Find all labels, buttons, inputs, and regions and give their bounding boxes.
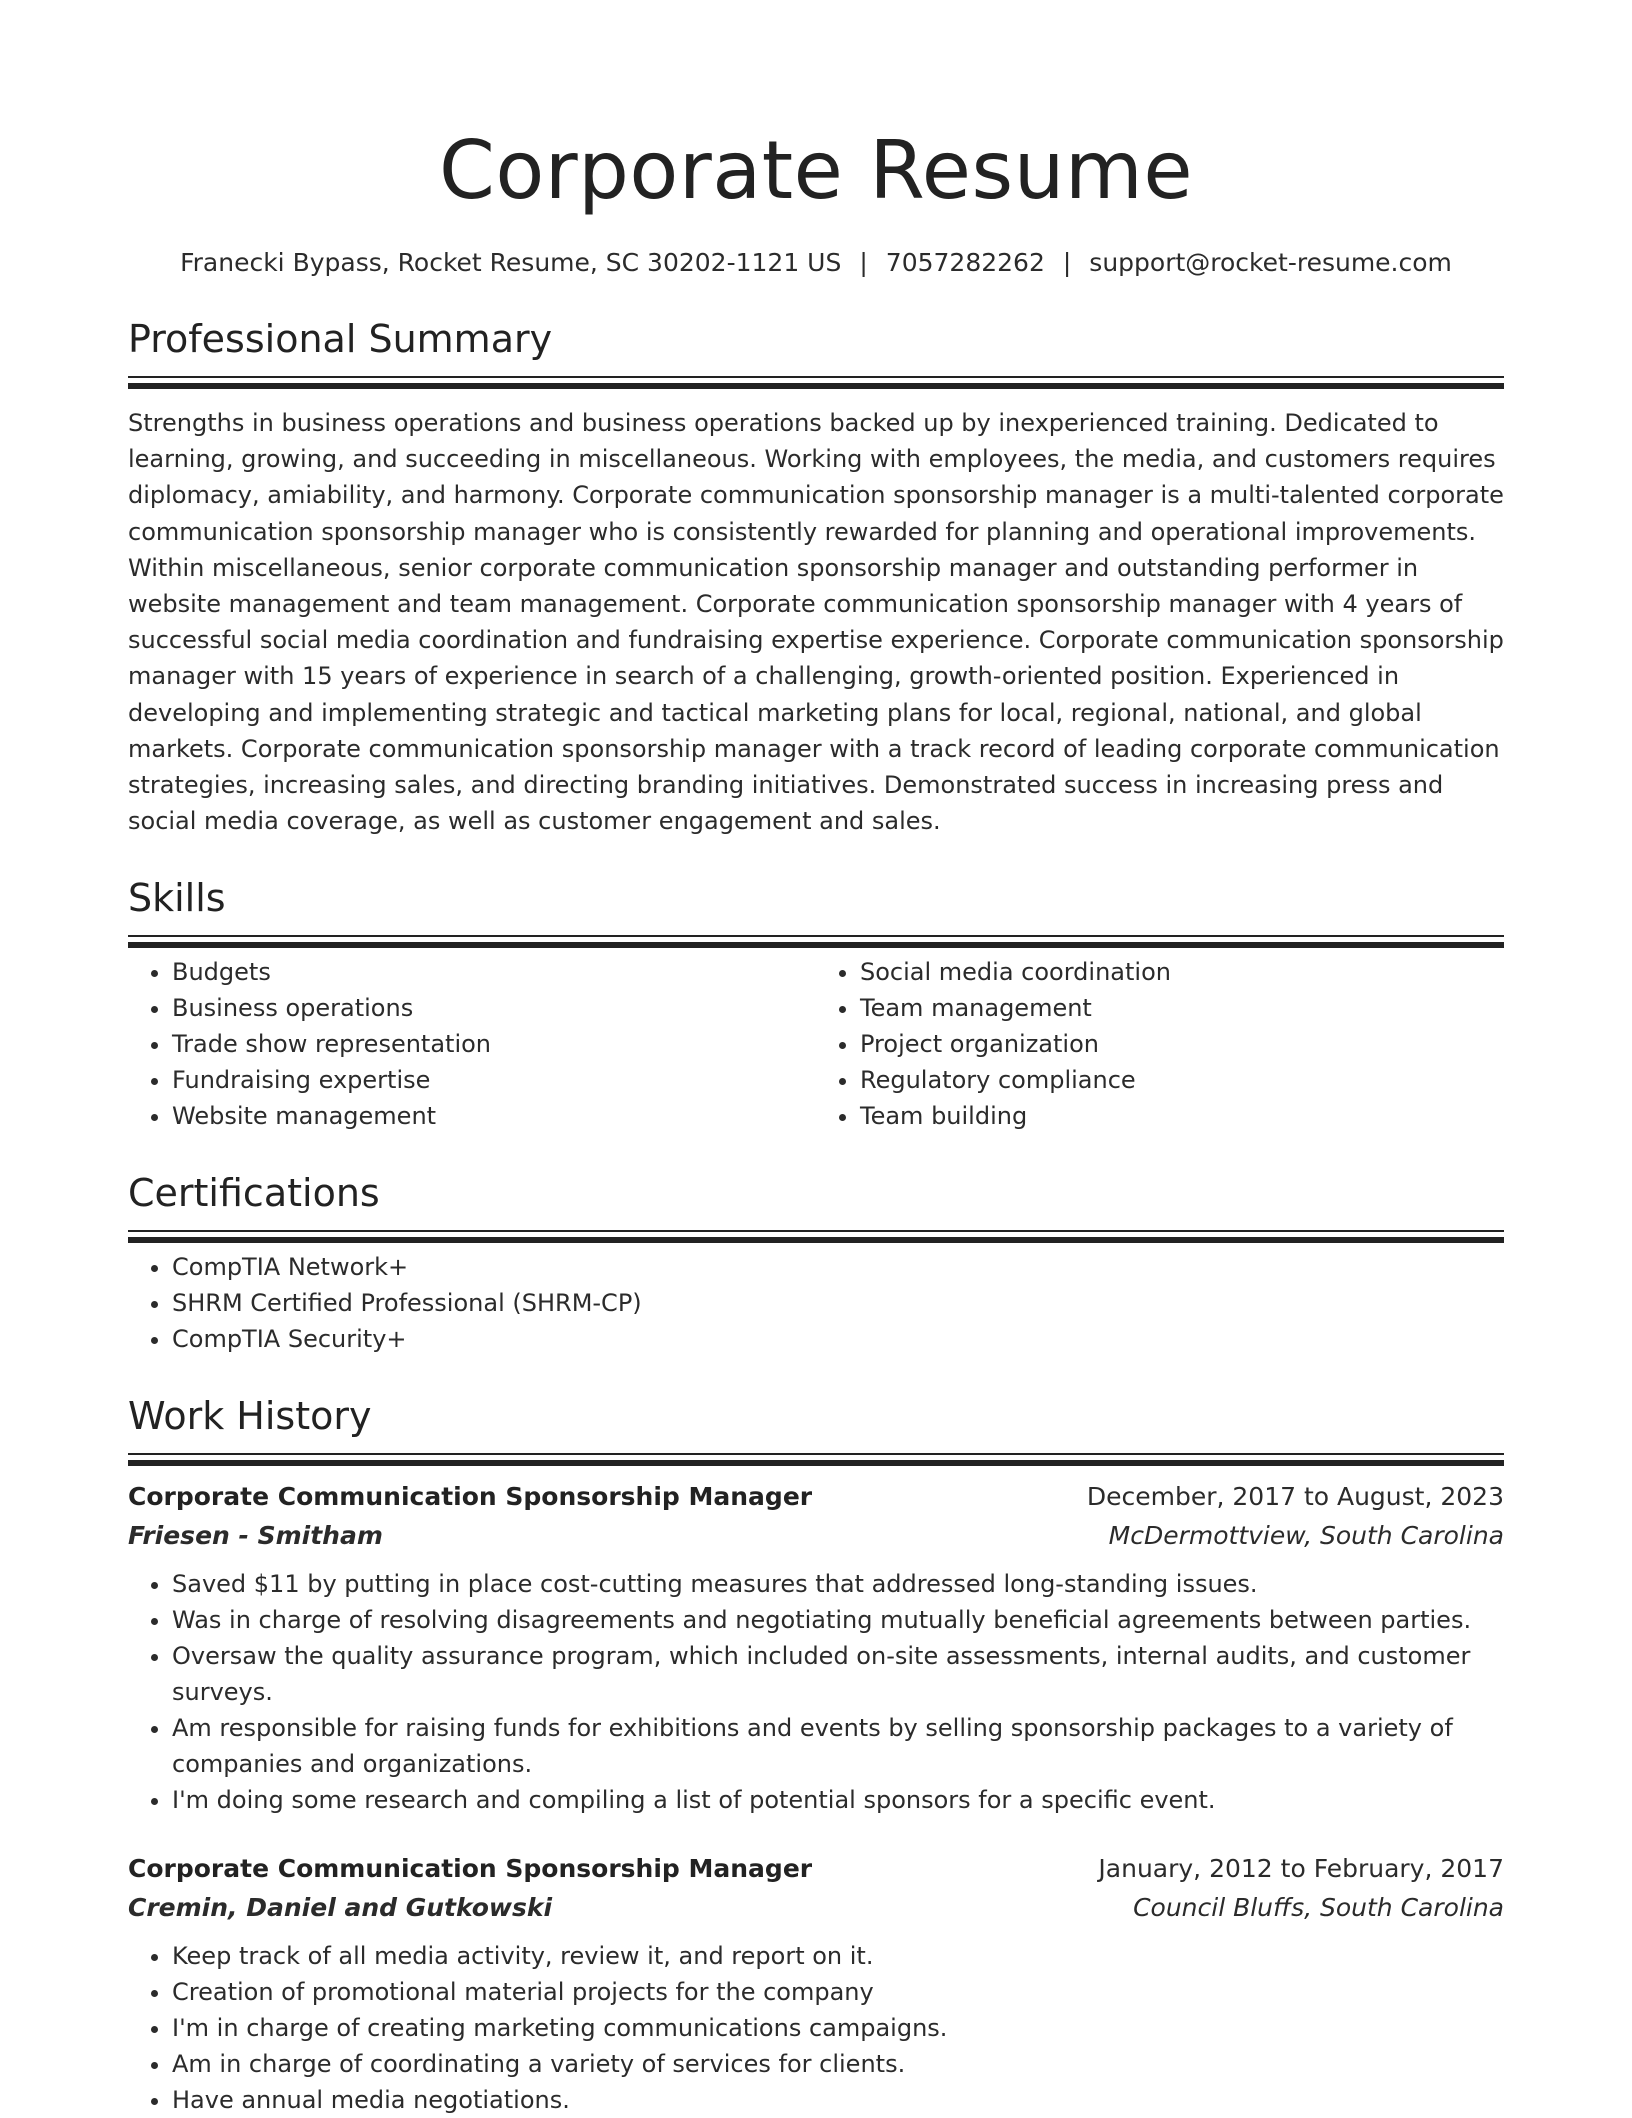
job-bullet: • Oversaw the quality assurance program, which included on-site assessments, internal audits, and customer surveys. [172,1638,1504,1710]
job-bullet: • Have annual media negotiations. [172,2082,1504,2118]
skill-item: • Website management [172,1098,816,1134]
summary-heading: Professional Summary [128,317,553,361]
skill-item: • Budgets [172,954,816,990]
summary-text: Strengths in business operations and business operations backed up by inexperienced training. Dedicated to learning, growing, and succeeding in miscellaneous. Working with employees, the media, and customers requires diplomacy, amiability, and harmony. Corporate communication sponsorship manager is a multi-talented corporate communication sponsorship manager who is consistently rewarded for planning and operational improvements. Within miscellaneous, senior corporate communication sponsorship manager and outstanding performer in website management and team management. Corporate communication sponsorship manager with 4 years of successful social media coordination and fundraising expertise experience. Corporate communication sponsorship manager with 15 years of experience in search of a challenging, growth-oriented position. Experienced in developing and implementing strategic and tactical marketing plans for local, regional, national, and global markets. Corporate communication sponsorship manager with a track record of leading corporate communication strategies, increasing sales, and directing branding initiatives. Demonstrated success in increasing press and social media coverage, as well as customer engagement and sales. [128,409,1504,836]
job-subheader-row [128,1516,1504,1556]
job-bullets [128,1938,1504,2118]
contact-separator: | [859,248,868,277]
contact-separator: | [1062,248,1072,277]
section-divider [128,935,1504,942]
job-header-row [128,1850,1504,1888]
job-bullets [128,1566,1504,1818]
job-bullet: • I'm in charge of creating marketing communications campaigns. [172,2010,1504,2046]
job-company: Friesen - Smitham [128,1521,383,1551]
certification-item: • SHRM Certified Professional (SHRM-CP) [172,1285,1504,1321]
certifications-heading: Certifications [128,1171,380,1216]
skill-item: • Trade show representation [172,1026,816,1062]
section-divider [128,1453,1504,1460]
certification-item: • CompTIA Network+ [172,1249,1504,1285]
job-bullet: • I'm doing some research and compiling a list of potential sponsors for a specific event. [172,1782,1504,1818]
skills-columns [128,954,1504,1134]
contact-line [128,246,1504,280]
job-bullet: • Creation of promotional material projects for the company [172,1974,1504,2010]
job-header-row [128,1478,1504,1516]
skills-list-right [816,954,1504,1134]
job-bullet: • Am in charge of coordinating a variety of services for clients. [172,2046,1504,2082]
job-dates: January, 2012 to February, 2017 [1098,1854,1504,1884]
section-divider [128,376,1504,383]
job-location: Council Bluffs, South Carolina [1133,1893,1504,1923]
job-title: Corporate Communication Sponsorship Manager [128,1482,813,1512]
job-bullet: • Was in charge of resolving disagreements and negotiating mutually beneficial agreements between parties. [172,1602,1504,1638]
skill-item: • Regulatory compliance [860,1062,1504,1098]
certifications-list [128,1249,1504,1357]
contact-address: Franecki Bypass, Rocket Resume, SC 30202-1121 US [180,248,842,277]
job-dates: December, 2017 to August, 2023 [1086,1482,1504,1512]
job-company: Cremin, Daniel and Gutkowski [128,1893,553,1923]
job-bullet: • Am responsible for raising funds for exhibitions and events by selling sponsorship packages to a variety of companies and organizations. [172,1710,1504,1782]
contact-email[interactable]: support@rocket-resume.com [1089,248,1452,277]
skill-item: • Project organization [860,1026,1504,1062]
skill-item: • Social media coordination [860,954,1504,990]
job-entry [128,1850,1504,2118]
job-bullet: • Keep track of all media activity, review it, and report on it. [172,1938,1504,1974]
skills-list-left [128,954,816,1134]
contact-phone: 7057282262 [885,248,1045,277]
certifications-section [128,1168,1504,1357]
job-title: Corporate Communication Sponsorship Manager [128,1854,813,1884]
skills-heading: Skills [128,876,226,921]
work-history-heading: Work History [128,1394,372,1439]
section-divider [128,1230,1504,1237]
skill-item: • Business operations [172,990,816,1026]
job-entry [128,1478,1504,1818]
skill-item: • Team building [860,1098,1504,1134]
skill-item: • Fundraising expertise [172,1062,816,1098]
job-location: McDermottview, South Carolina [1108,1521,1504,1551]
work-history-section [128,1391,1504,2118]
skills-section [128,873,1504,1134]
skill-item: • Team management [860,990,1504,1026]
job-bullet: • Saved $11 by putting in place cost-cutting measures that addressed long-standing issues. [172,1566,1504,1602]
resume-title: Corporate Resume [438,124,1194,217]
job-subheader-row [128,1888,1504,1928]
certification-item: • CompTIA Security+ [172,1321,1504,1357]
summary-section [128,314,1504,839]
